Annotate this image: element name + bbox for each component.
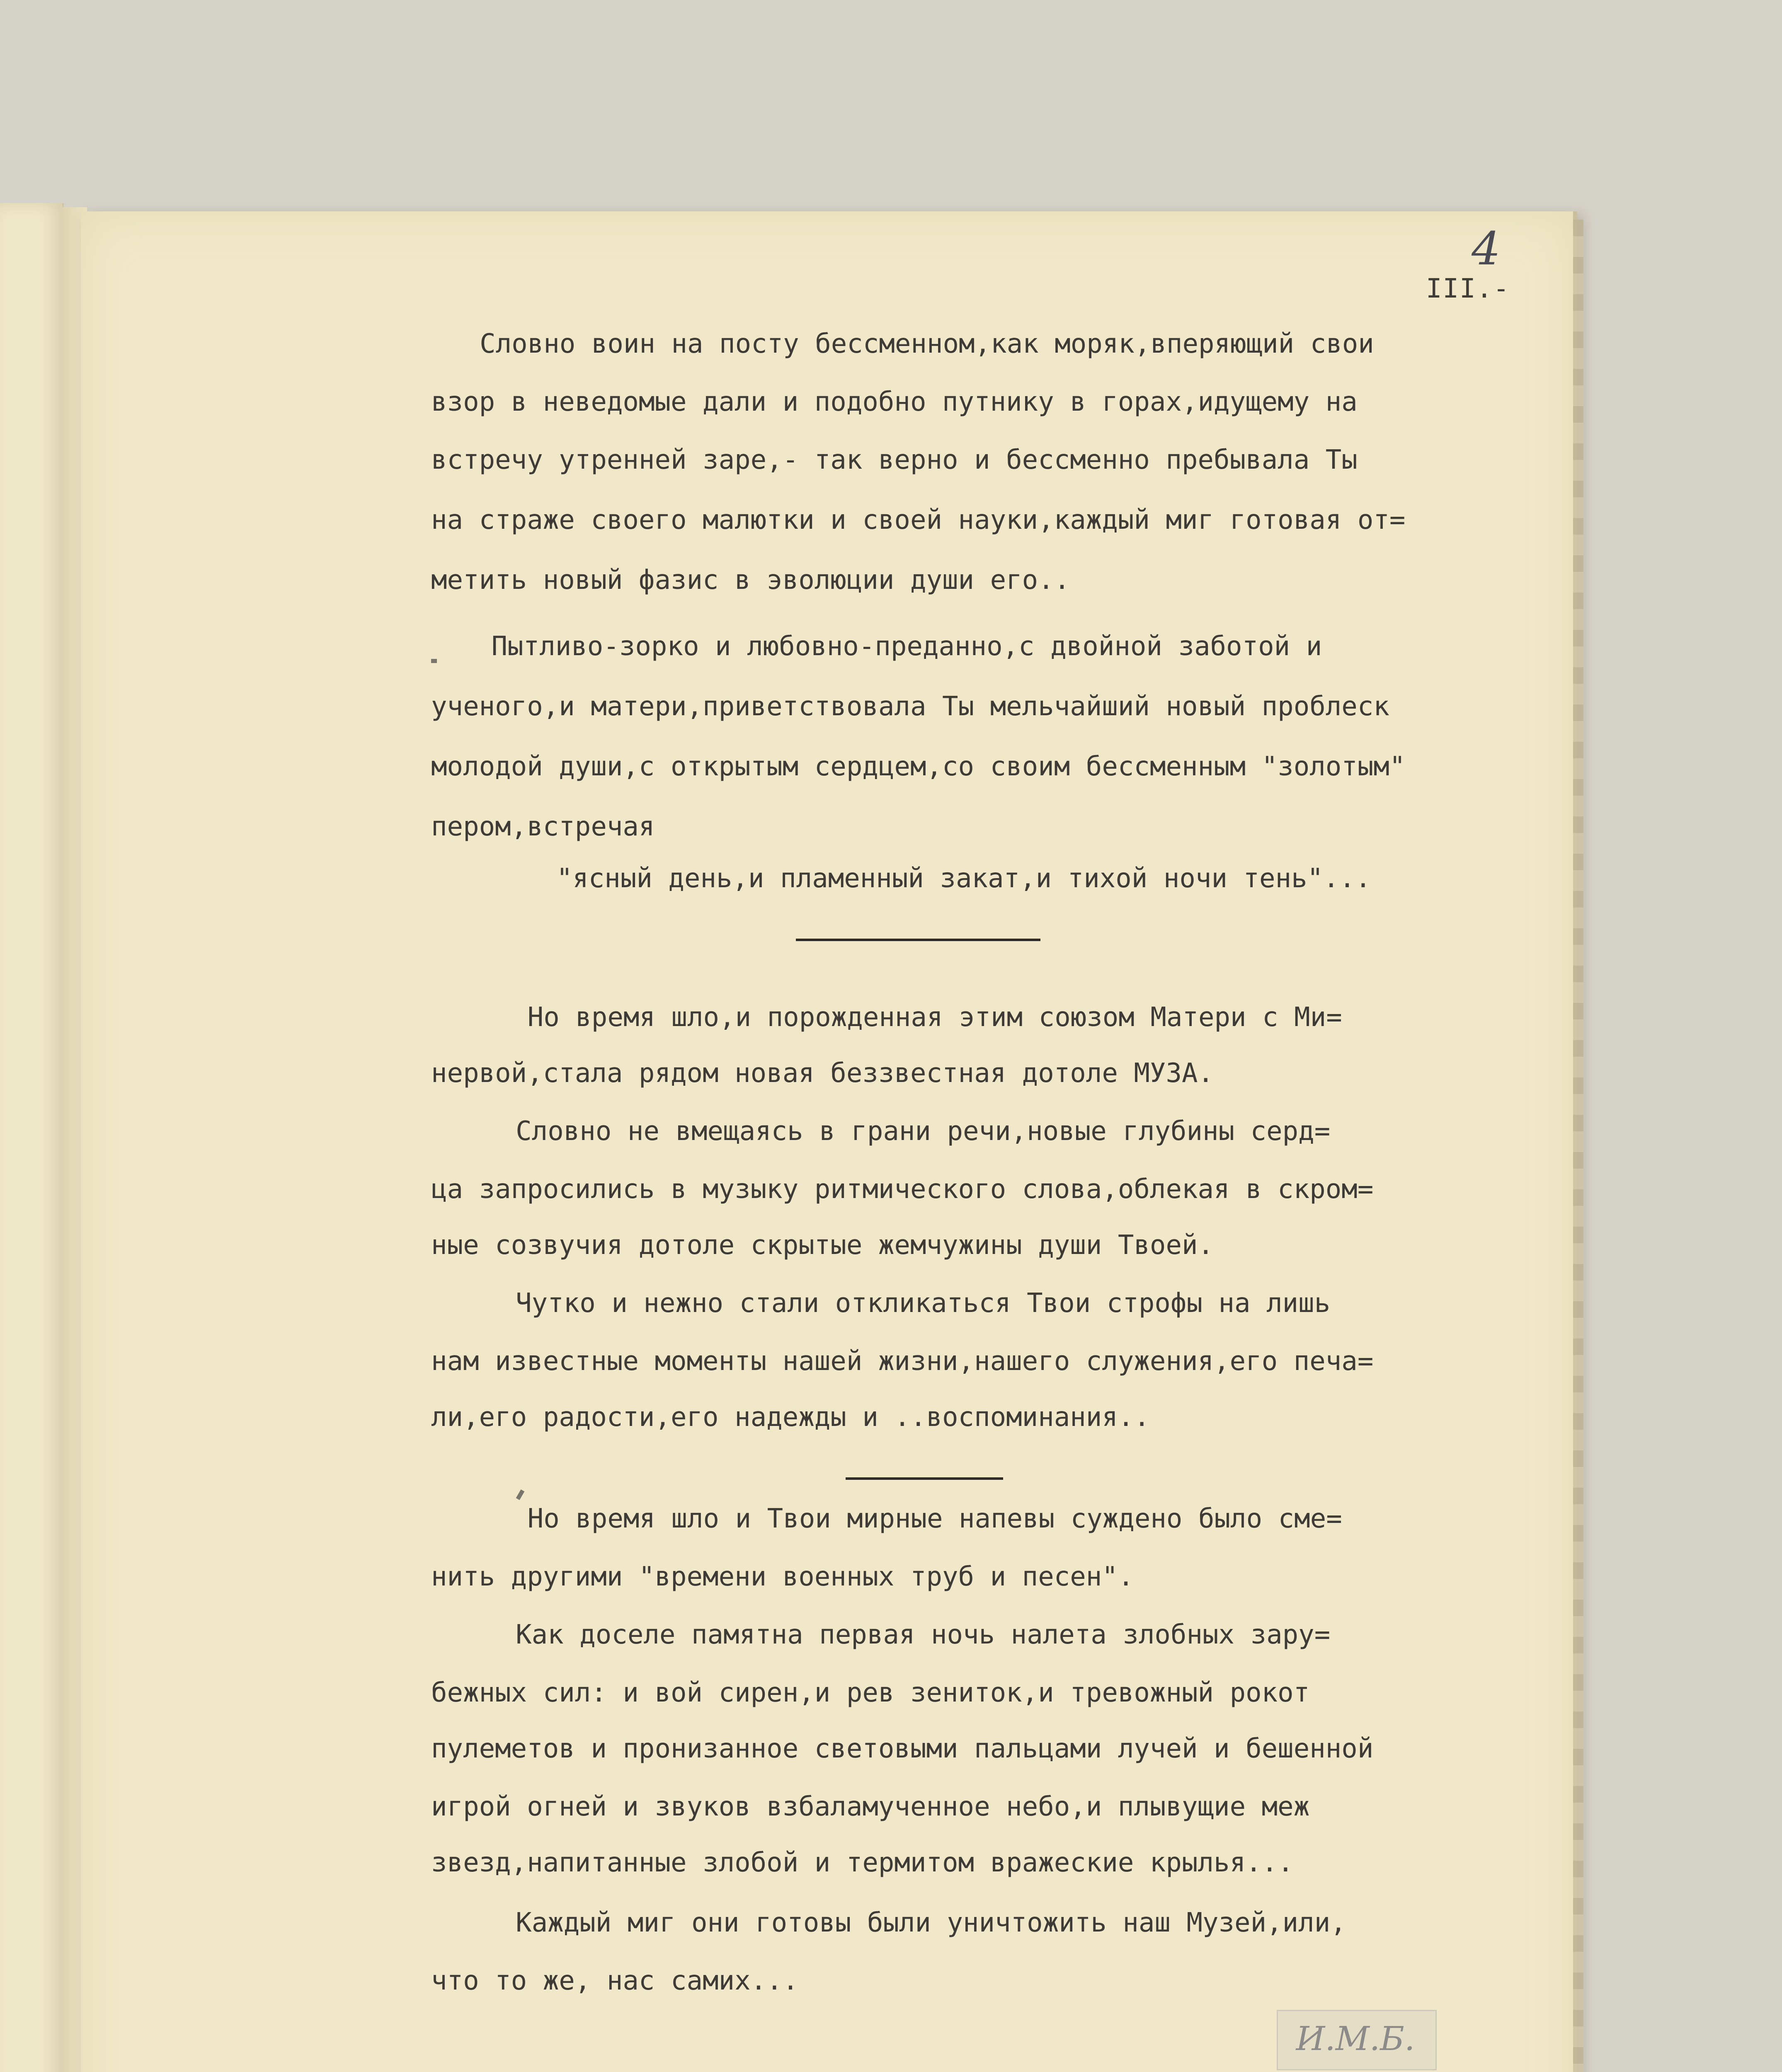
section-divider xyxy=(796,939,1040,941)
text-line: Как доселе памятна первая ночь налета злобных зару= xyxy=(452,1619,1331,1650)
text-line: Словно воин на посту бессменном,как моряк,вперяющий свои xyxy=(448,329,1374,359)
text-line: Но время шло и Твои мирные напевы суждено было сме= xyxy=(448,1503,1342,1534)
text-line: Пытливо-зорко и любовно-преданно,с двойной заботой и xyxy=(444,631,1322,662)
text-line: метить новый фазис в эволюции души его.. xyxy=(431,565,1070,595)
text-line: Словно не вмещаясь в грани речи,новые глубины серд= xyxy=(452,1116,1331,1147)
left-page-edge xyxy=(0,203,64,2072)
text-line: нервой,стала рядом новая беззвестная дотоле МУЗА. xyxy=(431,1058,1214,1089)
pencil-mark xyxy=(431,659,437,663)
text-line: Каждый миг они готовы были уничтожить наш Музей,или, xyxy=(452,1907,1346,1938)
text-line: бежных сил: и вой сирен,и рев зениток,и тревожный рокот xyxy=(431,1677,1310,1708)
text-line: ли,его радости,его надежды и ..воспоминания.. xyxy=(431,1402,1150,1433)
text-line: Чутко и нежно стали откликаться Твои строфы на лишь xyxy=(452,1288,1331,1319)
text-line: "ясный день,и пламенный закат,и тихой ночи тень"... xyxy=(477,863,1371,894)
text-line: встречу утренней заре,- так верно и бессменно пребывала Ты xyxy=(431,445,1358,475)
section-number: III.- xyxy=(1426,274,1510,304)
text-line: пулеметов и пронизанное световыми пальцами лучей и бешенной xyxy=(431,1733,1374,1764)
text-line: молодой души,с открытым сердцем,со своим бессменным "золотым" xyxy=(431,751,1406,782)
folio-number: 4 xyxy=(1472,222,1501,275)
text-line: взор в неведомые дали и подобно путнику в горах,идущему на xyxy=(431,387,1358,417)
text-line: игрой огней и звуков взбаламученное небо,и плывущие меж xyxy=(431,1791,1310,1822)
text-line: ученого,и матери,приветствовала Ты мельчайший новый проблеск xyxy=(431,691,1389,722)
text-line: что то же, нас самих... xyxy=(431,1965,799,1996)
text-line: нам известные моменты нашей жизни,нашего служения,его печа= xyxy=(431,1346,1374,1377)
text-line: звезд,напитанные злобой и термитом вражеские крылья... xyxy=(431,1847,1294,1878)
text-line: на страже своего малютки и своей науки,каждый миг готовая от= xyxy=(431,505,1406,535)
handwritten-signature: И.М.Б. xyxy=(1296,2019,1415,2058)
text-line: ца запросились в музыку ритмического слова,облекая в скром= xyxy=(431,1174,1374,1205)
sheet-edge xyxy=(1573,220,1583,2072)
text-line: Но время шло,и порожденная этим союзом Матери с Ми= xyxy=(448,1002,1342,1033)
text-line: ные созвучия дотоле скрытые жемчужины души Твоей. xyxy=(431,1230,1214,1261)
section-divider xyxy=(846,1477,1003,1480)
text-line: нить другими "времени военных труб и песен". xyxy=(431,1561,1134,1592)
text-line: пером,встречая xyxy=(431,811,655,842)
